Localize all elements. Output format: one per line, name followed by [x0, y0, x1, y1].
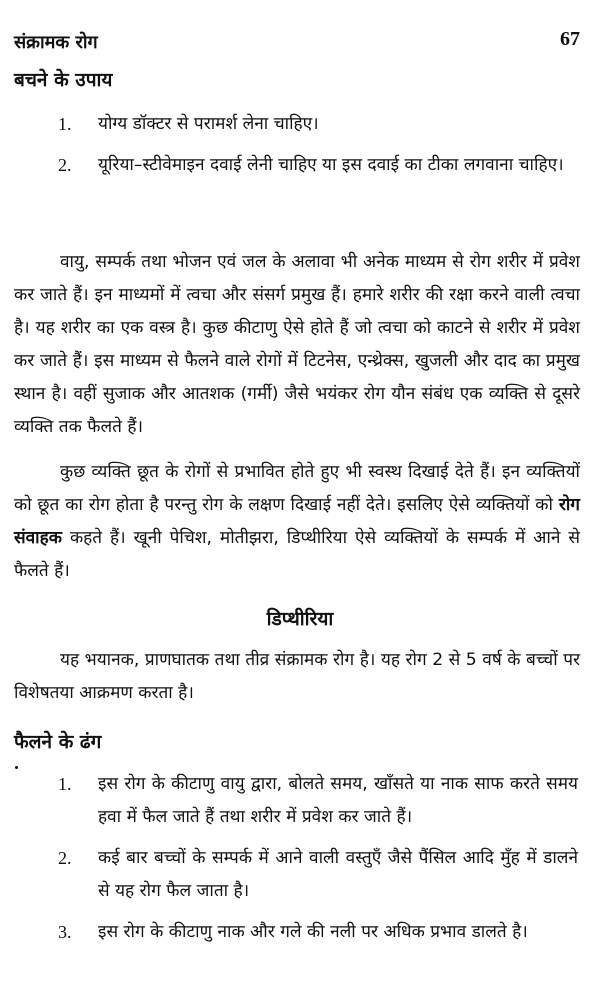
- prevention-heading: बचने के उपाय: [14, 69, 113, 91]
- list-number: 1.: [58, 774, 72, 794]
- prevention-list: [0, 108, 600, 190]
- body-paragraph-1: वायु, सम्पर्क तथा भोजन एवं जल के अलावा भी अनेक माध्यम से रोग शरीर में प्रवेश कर जाते हैं। इन माध्यमों में त्वचा और संसर्ग प्रमुख हैं। हमारे शरीर की रक्षा करने वाली त्वचा है। यह शरीर का एक वस्त्र है। कुछ कीटाणु ऐसे होते हैं जो त्वचा को काटने से शरीर में प्रवेश कर जाते हैं। इस माध्यम से फैलने वाले रोगों में टिटनेस, एन्थ्रेक्स, खुजली और दाद का प्रमुख स्थान है। वहीं सुजाक और आतशक (गर्मी) जैसे भयंकर रोग यौन संबंध एक व्यक्ति से दूसरे व्यक्ति तक फैलते हैं।: [14, 252, 580, 437]
- bold-term: रोग संवाहक: [14, 495, 580, 548]
- list-item: [0, 768, 600, 834]
- list-number: 2.: [58, 848, 72, 868]
- paragraph-text: कुछ व्यक्ति छूत के रोगों से प्रभावित होते हुए भी स्वस्थ दिखाई देते हैं। इन व्यक्तियों को छूत का रोग होता है परन्तु रोग के लक्षण दिखाई नहीं देते। इसलिए ऐसे व्यक्तियों को: [14, 462, 580, 515]
- list-number: 3.: [58, 922, 72, 942]
- list-text: इस रोग के कीटाणु वायु द्वारा, बोलते समय, खाँसते या नाक साफ करते समय हवा में फैल जाते हैं तथा शरीर में प्रवेश कर जाते हैं।: [98, 774, 578, 827]
- spread-heading: फैलने के ढंग: [14, 731, 102, 753]
- body-paragraph-2: [14, 456, 580, 588]
- paragraph-text: कहते हैं। खूनी पेचिश, मोतीझरा, डिप्थीरिया ऐसे व्यक्तियों के सम्पर्क में आने से फैलते हैं।: [14, 528, 580, 581]
- list-text: इस रोग के कीटाणु नाक और गले की नली पर अधिक प्रभाव डालते है।: [98, 922, 528, 942]
- list-item: [0, 842, 600, 908]
- running-title: संक्रामक रोग: [14, 32, 98, 53]
- list-item: [0, 108, 600, 141]
- list-text: कई बार बच्चों के सम्पर्क में आने वाली वस्तुएँ जैसे पैंसिल आदि मुँह में डालने से यह रोग फैल जाता है।: [98, 848, 578, 901]
- diphtheria-paragraph: यह भयानक, प्राणघातक तथा तीव्र संक्रामक रोग है। यह रोग 2 से 5 वर्ष के बच्चों पर विशेषतया आक्रमण करता है।: [14, 650, 580, 703]
- spread-list: [0, 768, 600, 957]
- list-item: [0, 916, 600, 949]
- list-item: [0, 149, 600, 182]
- diphtheria-heading: डिप्थीरिया: [266, 608, 334, 630]
- page-number: 67: [560, 28, 580, 50]
- list-text: योग्य डॉक्टर से परामर्श लेना चाहिए।: [98, 114, 319, 134]
- list-number: 1.: [58, 114, 72, 134]
- list-number: 2.: [58, 155, 72, 175]
- list-text: यूरिया–स्टीवेमाइन दवाई लेनी चाहिए या इस दवाई का टीका लगवाना चाहिए।: [98, 155, 564, 175]
